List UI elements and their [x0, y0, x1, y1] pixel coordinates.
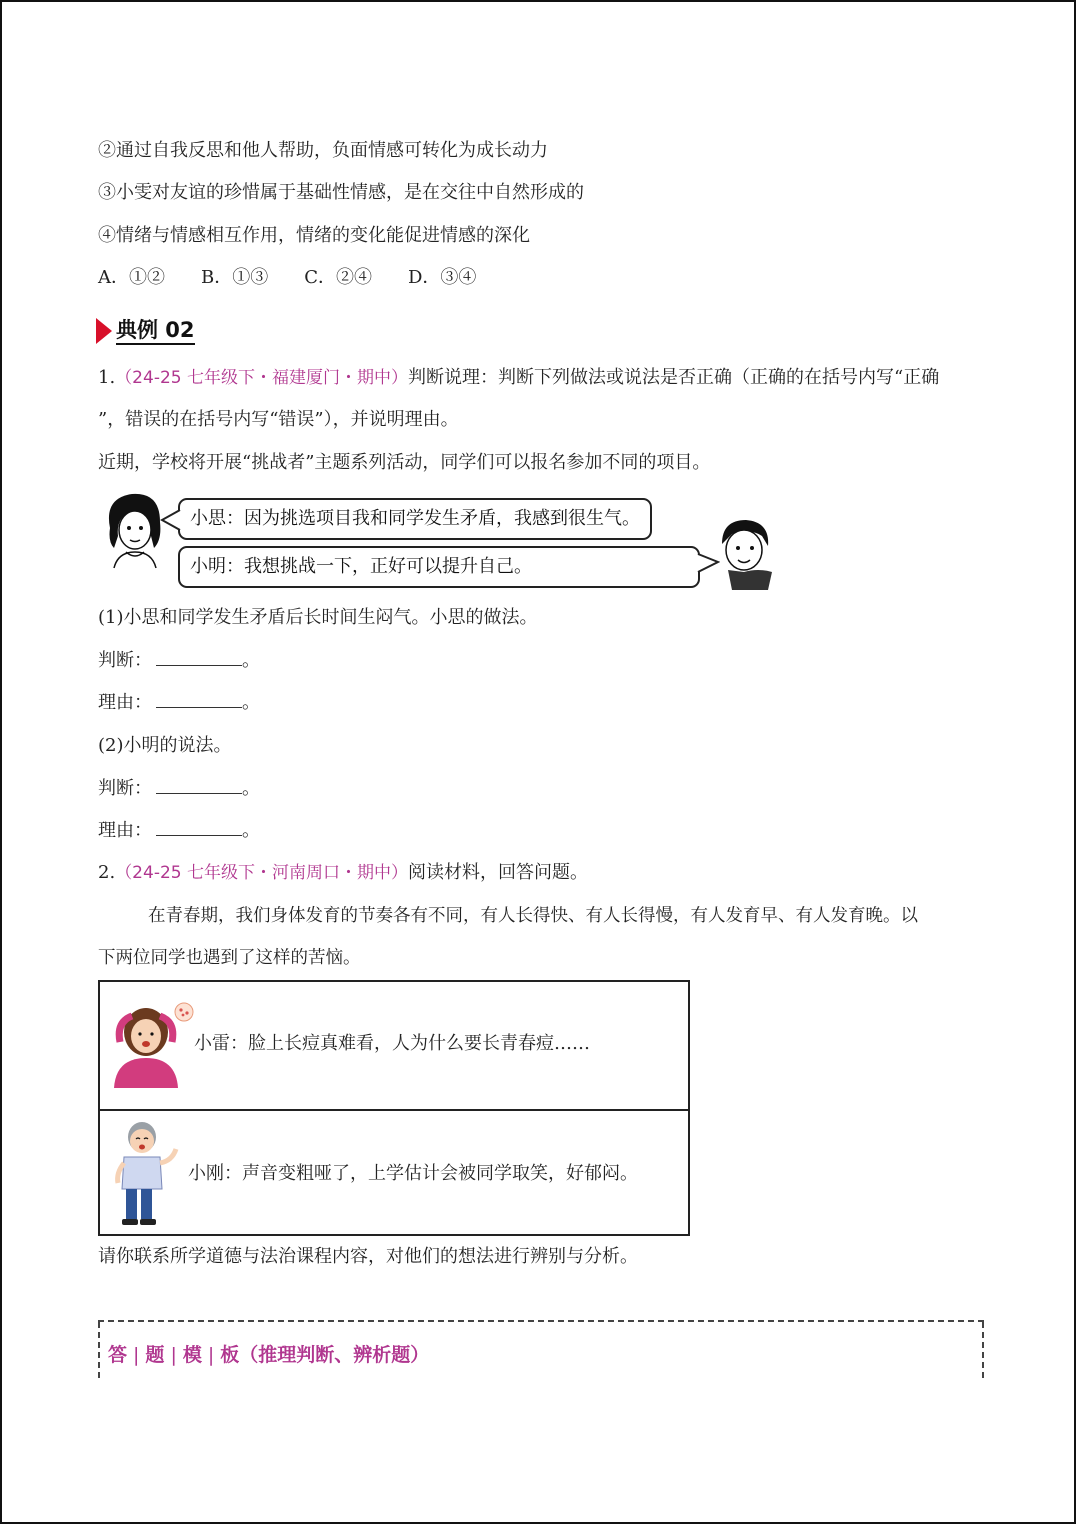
q1-source: （24-25 七年级下・福建厦门・期中） [115, 368, 408, 388]
period: 。 [242, 820, 260, 841]
dashed-right-edge [982, 1322, 984, 1378]
bubble-xiaosi-text: 小思：因为挑选项目我和同学发生矛盾，我感到很生气。 [190, 508, 640, 529]
template-char: 板 [220, 1344, 240, 1366]
reason-label: 理由： [98, 820, 152, 841]
row2-text: 小刚：声音变粗哑了，上学估计会被同学取笑，好郁闷。 [188, 1163, 638, 1184]
period: 。 [242, 692, 260, 713]
answer-choices: A．①② B．①③ C．②④ D．③④ [98, 267, 477, 288]
bubble-tail-right [696, 552, 720, 576]
q2-question: 请你联系所学道德与法治课程内容，对他们的想法进行辨别与分析。 [98, 1246, 638, 1267]
answer-template-title: 答 | 题 | 模 | 板（推理判断、辨析题） [108, 1344, 430, 1366]
speech-bubble-xiaosi [178, 498, 652, 540]
option-4: ④情绪与情感相互作用，情绪的变化能促进情感的深化 [98, 225, 530, 246]
bubble-tail-left [160, 508, 182, 532]
boy-singing-illustration [110, 1117, 188, 1229]
q1-instruction-cont: ”，错误的在括号内写“错误”），并说明理由。 [98, 409, 459, 430]
answer-line-reason-1 [98, 691, 260, 715]
answer-line-reason-2 [98, 819, 260, 843]
option-3: ③小雯对友谊的珍惜属于基础性情感，是在交往中自然形成的 [98, 182, 584, 203]
q2-source: （24-25 七年级下・河南周口・期中） [115, 863, 408, 883]
arrow-icon [96, 318, 112, 344]
table-row [100, 1109, 688, 1238]
option-2: ②通过自我反思和他人帮助，负面情感可转化为成长动力 [98, 140, 548, 161]
judge-label: 判断： [98, 778, 152, 799]
template-char: 模 [182, 1344, 202, 1366]
answer-line-judge-2 [98, 777, 260, 801]
q1-sub1: (1)小思和同学发生矛盾后长时间生闷气。小思的做法。 [98, 607, 538, 628]
answer-blank[interactable] [156, 649, 242, 666]
answer-blank[interactable] [156, 691, 242, 708]
answer-blank[interactable] [156, 819, 242, 836]
reason-label: 理由： [98, 692, 152, 713]
q1-instruction-line [98, 366, 939, 390]
row1-text: 小雷：脸上长痘真难看，人为什么要长青春痘…… [194, 1033, 590, 1054]
template-suffix: （推理判断、辨析题） [239, 1344, 430, 1366]
q1-context: 近期，学校将开展“挑战者”主题系列活动，同学们可以报名参加不同的项目。 [98, 452, 711, 473]
answer-blank[interactable] [156, 777, 242, 794]
judge-label: 判断： [98, 650, 152, 671]
period: 。 [242, 778, 260, 799]
q2-instruction: 阅读材料，回答问题。 [408, 862, 588, 883]
section-title: 典例 02 [116, 317, 195, 345]
q2-paragraph-line1: 在青春期，我们身体发育的节奏各有不同，有人长得快、有人长得慢，有人发育早、有人发育晚。以 [148, 906, 918, 926]
q2-number: 2. [98, 862, 116, 883]
girl-worried-illustration [106, 1002, 196, 1090]
q1-number: 1. [98, 367, 116, 388]
template-char: 题 [145, 1344, 165, 1366]
period: 。 [242, 650, 260, 671]
q1-instruction: 判断说理：判断下列做法或说法是否正确（正确的在括号内写“正确 [408, 367, 940, 388]
table-row [100, 982, 688, 1109]
bubble-xiaoming-text: 小明：我想挑战一下，正好可以提升自己。 [190, 556, 532, 577]
q2-instruction-line [98, 861, 588, 885]
speech-bubble-xiaoming [178, 546, 700, 588]
answer-line-judge-1 [98, 649, 260, 673]
dashed-left-edge [98, 1322, 100, 1378]
q2-paragraph-line2: 下两位同学也遇到了这样的苦恼。 [98, 948, 361, 968]
q1-sub2: (2)小明的说法。 [98, 735, 232, 756]
template-char: 答 [108, 1344, 128, 1366]
material-table [98, 980, 690, 1236]
boy-illustration [710, 514, 780, 592]
section-heading [96, 314, 195, 348]
